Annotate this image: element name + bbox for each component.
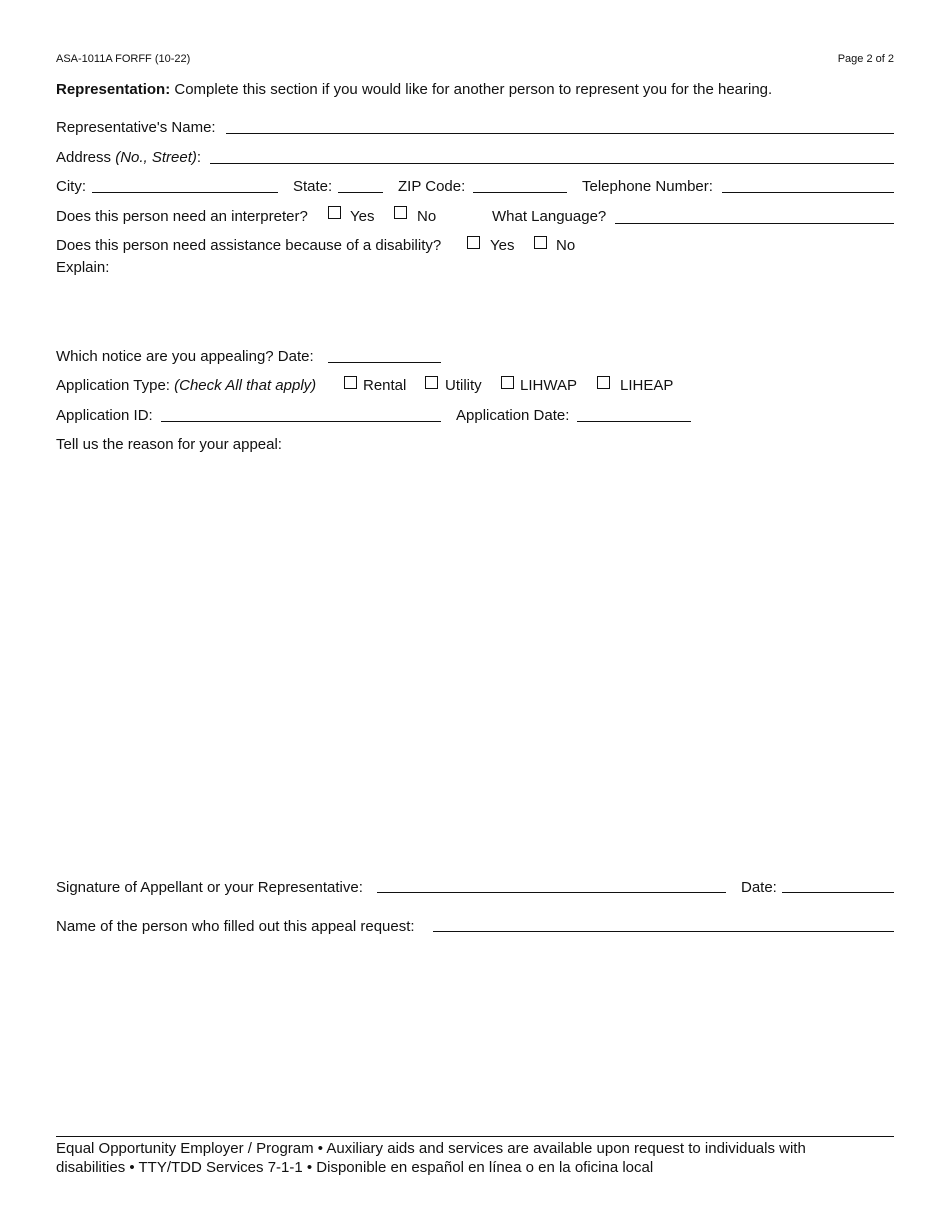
language-label: What Language? [492, 208, 607, 225]
disability-question: Does this person need assistance because of a disability? [56, 237, 442, 254]
notice-date-field[interactable] [328, 362, 441, 363]
address-colon: : [196, 149, 202, 166]
app-id-label: Application ID: [56, 407, 153, 424]
filled-by-field[interactable] [433, 931, 894, 932]
liheap-checkbox[interactable] [597, 376, 610, 389]
disability-no-label: No [556, 237, 576, 254]
liheap-label: LIHEAP [620, 377, 674, 394]
interpreter-no-label: No [417, 208, 437, 225]
signature-field[interactable] [377, 892, 726, 893]
interpreter-question: Does this person need an interpreter? [56, 208, 308, 225]
form-id: ASA-1011A FORFF (10-22) [56, 53, 191, 65]
state-field[interactable] [338, 192, 383, 193]
signature-date-label: Date: [741, 879, 777, 896]
zip-label: ZIP Code: [398, 178, 466, 195]
utility-checkbox[interactable] [425, 376, 438, 389]
phone-field[interactable] [722, 192, 894, 193]
rental-checkbox[interactable] [344, 376, 357, 389]
city-label: City: [56, 178, 86, 195]
signature-date-field[interactable] [782, 892, 894, 893]
phone-label: Telephone Number: [582, 178, 713, 195]
reason-label: Tell us the reason for your appeal: [56, 436, 282, 453]
interpreter-no-checkbox[interactable] [394, 206, 407, 219]
language-field[interactable] [615, 223, 894, 224]
signature-label: Signature of Appellant or your Representative: [56, 879, 363, 896]
address-label [56, 149, 201, 166]
app-type-label-text: Application Type: [56, 377, 175, 394]
city-field[interactable] [92, 192, 278, 193]
address-label-text: Address [56, 149, 116, 166]
zip-field[interactable] [473, 192, 567, 193]
interpreter-yes-label: Yes [350, 208, 375, 225]
app-id-field[interactable] [161, 421, 441, 422]
disability-yes-label: Yes [490, 237, 515, 254]
app-date-field[interactable] [577, 421, 691, 422]
app-date-label: Application Date: [456, 407, 570, 424]
footer-divider [56, 1136, 894, 1137]
footer-line-1: Equal Opportunity Employer / Program • Auxiliary aids and services are available upon request to individuals with [56, 1140, 806, 1157]
filled-by-label: Name of the person who filled out this appeal request: [56, 918, 415, 935]
rep-name-label: Representative's Name: [56, 119, 216, 136]
app-type-label [56, 377, 316, 394]
notice-label: Which notice are you appealing? Date: [56, 348, 314, 365]
footer-line-2: disabilities • TTY/TDD Services 7-1-1 • Disponible en español en línea o en la oficina local [56, 1159, 654, 1176]
app-type-hint: (Check All that apply) [174, 377, 317, 394]
address-hint: (No., Street) [115, 149, 197, 166]
lihwap-checkbox[interactable] [501, 376, 514, 389]
representation-heading: Representation: [56, 81, 171, 98]
state-label: State: [293, 178, 333, 195]
disability-yes-checkbox[interactable] [467, 236, 480, 249]
page-number: Page 2 of 2 [837, 53, 894, 65]
utility-label: Utility [445, 377, 482, 394]
representation-intro [56, 81, 772, 98]
explain-label: Explain: [56, 259, 110, 276]
representation-instruction: Complete this section if you would like for another person to represent you for the hearing. [170, 81, 773, 98]
interpreter-yes-checkbox[interactable] [328, 206, 341, 219]
rental-label: Rental [363, 377, 407, 394]
rep-name-field[interactable] [226, 133, 894, 134]
disability-no-checkbox[interactable] [534, 236, 547, 249]
lihwap-label: LIHWAP [520, 377, 577, 394]
address-field[interactable] [210, 163, 894, 164]
